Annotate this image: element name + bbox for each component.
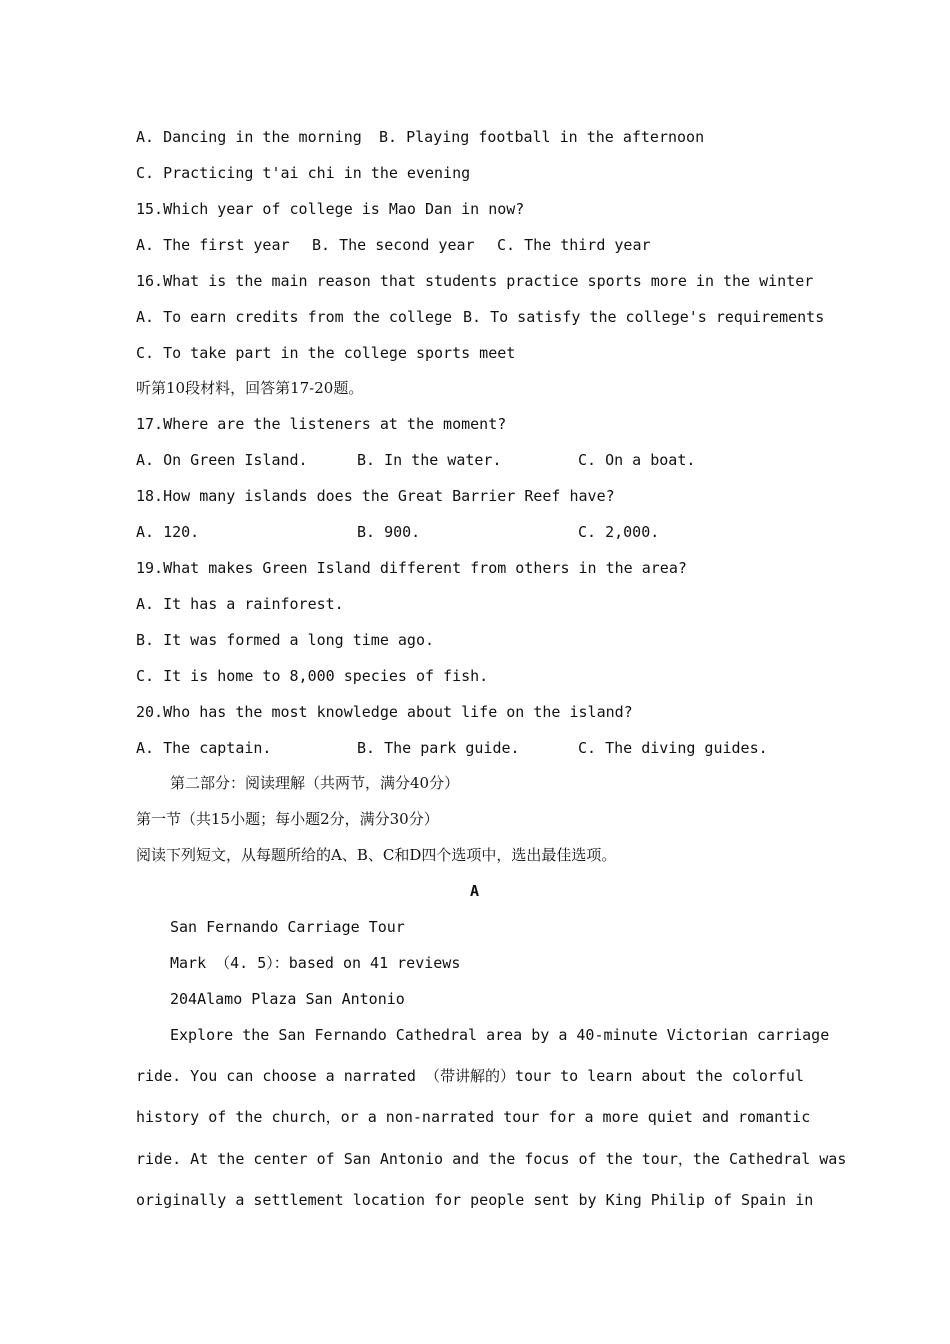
paragraph-line-5: originally a settlement location for people sent by King Philip of Spain in [136,1191,814,1209]
question-17: 17.Where are the listeners at the moment? [136,415,507,433]
q18-option-c: C. 2,000. [578,523,660,541]
q19-option-a: A. It has a rainforest. [136,595,344,613]
q19-option-c: C. It is home to 8,000 species of fish. [136,667,489,685]
section-1-heading: 第一节（共15小题；每小题2分，满分30分） [136,810,439,828]
q14-option-a: A. Dancing in the morning [136,128,362,146]
paragraph-line-2: ride. You can choose a narrated （带讲解的）tour to learn about the colorful [136,1067,804,1085]
q14-option-c: C. Practicing t'ai chi in the evening [136,164,471,182]
q20-option-b: B. The park guide. [357,739,520,757]
listening-instruction-10: 听第10段材料，回答第17-20题。 [136,379,364,397]
q15-option-c: C. The third year [497,236,651,254]
paragraph-line-3: history of the church，or a non-narrated tour for a more quiet and romantic [136,1108,811,1126]
q20-option-a: A. The captain. [136,739,272,757]
question-15: 15.Which year of college is Mao Dan in now? [136,200,525,218]
q19-option-b: B. It was formed a long time ago. [136,631,435,649]
passage-title: San Fernando Carriage Tour [170,918,405,936]
passage-mark: Mark （4. 5）：based on 41 reviews [170,954,461,972]
reading-instruction: 阅读下列短文，从每题所给的A、B、C和D四个选项中，选出最佳选项。 [136,846,617,864]
q16-option-c: C. To take part in the college sports meet [136,344,516,362]
passage-letter: A [470,882,480,900]
q15-option-b: B. The second year [312,236,475,254]
question-18: 18.How many islands does the Great Barrier Reef have? [136,487,615,505]
question-19: 19.What makes Green Island different from others in the area? [136,559,687,577]
q18-option-a: A. 120. [136,523,200,541]
q14-option-b: B. Playing football in the afternoon [379,128,705,146]
question-20: 20.Who has the most knowledge about life on the island? [136,703,633,721]
q20-option-c: C. The diving guides. [578,739,768,757]
q16-option-a: A. To earn credits from the college [136,308,453,326]
paragraph-line-1: Explore the San Fernando Cathedral area by a 40-minute Victorian carriage [170,1026,830,1044]
q18-option-b: B. 900. [357,523,421,541]
part-2-heading: 第二部分：阅读理解（共两节，满分40分） [170,774,460,792]
q17-option-b: B. In the water. [357,451,502,469]
q17-option-c: C. On a boat. [578,451,696,469]
passage-address: 204Alamo Plaza San Antonio [170,990,405,1008]
q15-option-a: A. The first year [136,236,290,254]
question-16: 16.What is the main reason that students practice sports more in the winter [136,272,814,290]
q16-option-b: B. To satisfy the college's requirements [463,308,825,326]
paragraph-line-4: ride. At the center of San Antonio and the focus of the tour，the Cathedral was [136,1150,847,1168]
q17-option-a: A. On Green Island. [136,451,308,469]
